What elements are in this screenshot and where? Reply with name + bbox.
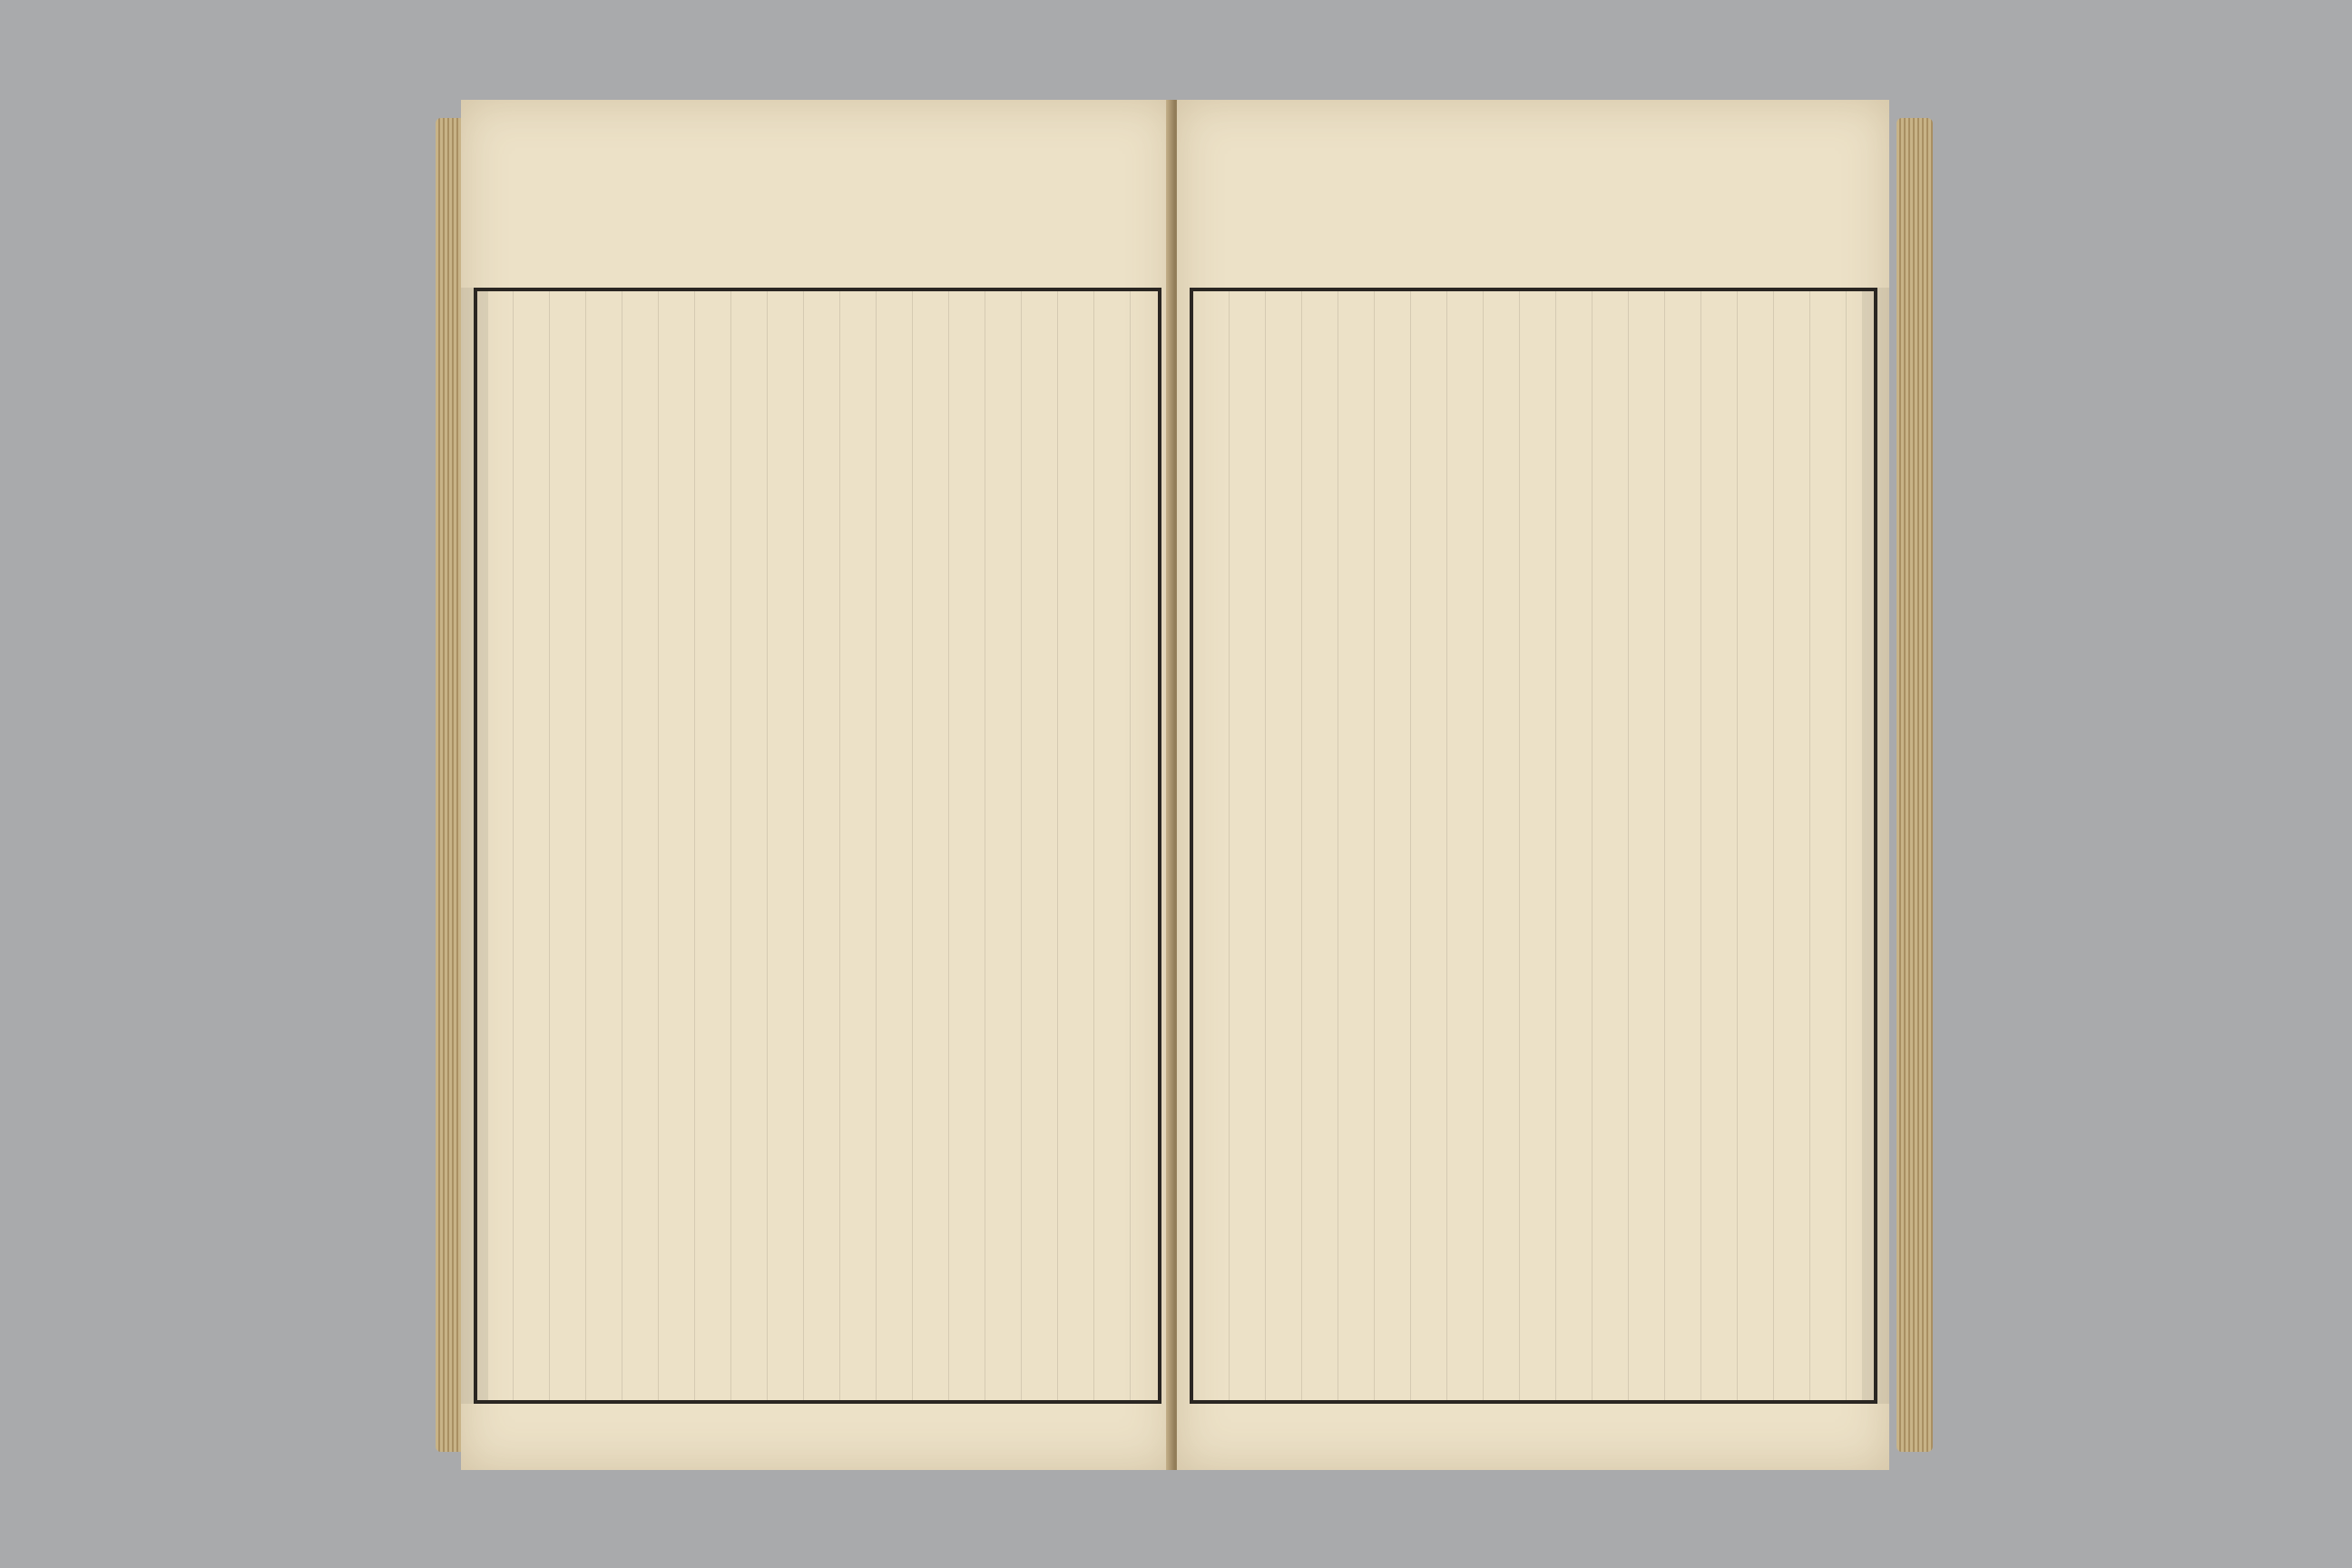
open-book [436, 91, 1933, 1479]
right-page-text-frame [1190, 288, 1877, 1404]
right-page [1177, 100, 1889, 1470]
fore-edge-right [1896, 118, 1933, 1452]
right-page-column-rules [1193, 291, 1874, 1400]
left-page-column-rules [477, 291, 1158, 1400]
left-page [461, 100, 1173, 1470]
left-page-text-frame [474, 288, 1161, 1404]
